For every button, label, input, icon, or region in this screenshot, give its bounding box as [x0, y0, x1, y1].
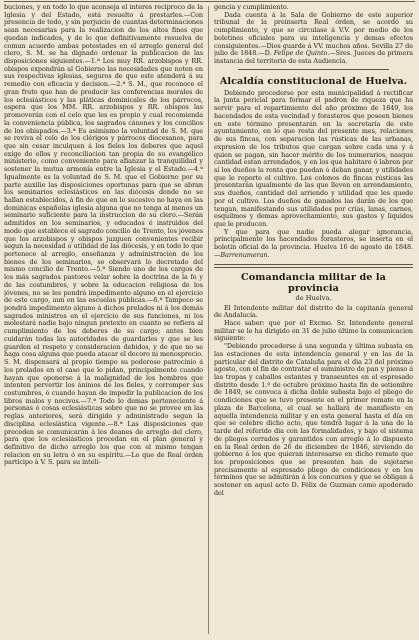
signature-quinto: Felipe de Quinto. — [273, 49, 330, 58]
section-double-rule — [214, 264, 413, 268]
comandancia-paragraph-2: Hace saber: que por el Excmo. Sr. Intendente general militar se le ha dirigido en 31 de julio último la comunicacion siguiente: — [214, 319, 413, 343]
comandancia-paragraph-3: "Debiendo procederse á una segunda y última subasta en las estaciones de esta intendencia general y en las de la particular del distrito de Cataluña para el dia 23 del próximo agosto, con el fin de contratar el suministro de pan y pienso á las tropas y caballos estantes y transeuntes en el espresado distrito desde 1.º de octubre próximo hasta fin de setiembre de 1849, se convoca á dicha doble subasta bajo el pliego de condiciones que se tuvo presente en el primer remate en la plaza de Barcelona, el cual se hallará de manifiesto en aquella intendencia militar y en esta general hasta el día en que se celebre dicho acto, que tendrá lugar á la una de la tarde del referido dia con las formalidades, y bajo el sistema de pliegos cerrados y garantidos con arreglo á lo dispuesto en la Real órden de 26 de diciembre de 1846, sirviendo de gobierno á los que quieran interesarse en dicho remate que los proposiciones que se presenten han de sujetarse precisamente al espresado pliego de condiciones y en los términos que se admitirán á los concursos y que se obligan á sostener en aquel acto D. Félix de Guzman como apoderado del — [214, 342, 413, 497]
alcaldia-paragraph-2-text: Y que para que nadie pueda alegar ignorancia, principalmente los hacendados forasteros, se inserta en el boletin oficial de la provincia. Huelva 16 de agosto de 1848.— — [214, 227, 413, 259]
heading-alcaldia: Alcaldía constitucional de Huelva. — [219, 75, 408, 87]
alcaldia-paragraph-1: Debiendo procederse por esta municipalidad á rectificar la junta pericial para formar el padron de riqueza que ha servir para el repartimiento del año próximo de 1849, los hacendados de esta vecindad y forasteros que poseen bienes en este término presentarán en la secretaría de este ayuntamiento, en lo que resta del presente mes, relaciones de sus fincas, con separacion las rústicas de las urbanas, expresion de los tributos que cargan sobre cada una y á quien se pagan, sin hacer mérito de los numerarios, nasque cantidad estan arrendados, y en los que habitare ó labren por sí los dueños la renta que puedan ó deban ganar, y utilidades que le reporte el cultivo. Los colonos de fincas rústicas las presentarán igualmente de las que lleven en arrendamiento, sus dueños, cantidad del arriendo y utilidad que les quede por el cultivo. Los dueños de ganados las darán de los que tengan, manifestando sus utilidades por crías, lanas, carnes, esquilmos y demas aprovechamiento, sus gastos y liquidos que le producen. — [214, 88, 413, 228]
audiencia-text: Dada cuenta á la Sala de Gobierno de este superior tribunal de la preinserta Real órden, se acordó su cumplimiento, y que se circulase á V.V. por medio de los boletines oficiales para su inteligencia y demas efectos consiguientes.—Dios guarde á VV. muchos años. Sevilla 27 de julio de 1848.—D. — [214, 10, 413, 58]
comandancia-paragraph-1: El Intendente militar del distrito de la capitanía general de Andalucía. — [214, 303, 413, 320]
right-column — [214, 4, 413, 634]
top-rule — [4, 1, 415, 2]
audiencia-paragraph — [214, 12, 413, 66]
alcaldia-paragraph-2 — [214, 229, 413, 260]
intro-text: gencia y cumplimiento. — [214, 4, 289, 11]
heading-comandancia: Comandancia militar de la provincia — [241, 271, 386, 294]
column-divider — [208, 6, 209, 634]
left-column — [4, 4, 203, 634]
signature-barrenumeran: Barrenumeran. — [220, 250, 270, 259]
subheading-comandancia: de Huelva. — [295, 293, 332, 302]
audiencia-tail: —Sres. Jueces de primera instancia del territorio de esta Audiencia. — [214, 49, 413, 66]
left-column-text: buciones, y en todo lo que aconseja el interes recíproco de la Iglesia y del Estado, está resuelto á prestarles.—Con presencia de todo, y sin perjuicio de cuantas determinaciones sean necesarias para la realizacion de los altos fines que quedan indicados, y de lo que definitivamente resuelva de comun acuerdo ambas potestades en el arreglo general del clero, S. M. se ha dignado ordenar la publicacion de las disposiciones siguientes.—1.ª Los muy RR. arzobispos y RR. obispos expondrán al Gobierno las necesidades que noten en sus respectivas iglesias, seguros de que este atenderá á su remedio con eficacia y decision.—2.ª S. M., que reconoce el gran fruto que han de producir las conferencias morales de los eclesiásticos y las pláticas dominicales de los párrocos, espera que los MM. RR. arzobispos y RR. obispos las promoverán con el celo que les es propio y cual recomienda la conveniencia pública, los sagrados cánones y los concilios de los obispados.—3.ª Es asimismo la voluntad de S. M. que se reviva el celo de los clérigos y párrocos diocesanos, para que sin cesar inculquen á los fieles los deberes que aquel exige de ellos y reconciliacion tan propia de su evangélico ministerio, como conveniente para afianzar la tranquilidad y sostener la mutua armonía entre la Iglesia y el Estado.—4.ª Igualmente es la voluntad de S. M. que el Gobierno por su parte auxilie las disposiciones oportunas para que se abran los seminarios eclesiásticos en las diócesis donde no se hallan establecidos, á fin de que en lo sucesivo no haya en las dominicas españolas iglesia alguna que no tenga al menos un seminario suficiente para la instruccion de su clero.—Serán admitidos en los seminarios, y educados é instruidos del modo que establece el sagrado concilio de Trento, los jóvenes que los arzobispos y obispos juzguen convenientes recibir segun la necesidad ó utilidad de las diócesis, y en todo lo que pertenece al arreglo, enseñanza y administracion de los bienes de los seminarios, se observará lo decretado del mismo concilio de Trento.—5.ª Siendo uno de los cargos de los más sagrados pastores velar sobre la doctrina de la fe y de las costumbres, y sobre la educacion religiosa de los jóvenes, no se les pondrá impedimento alguno en el ejercicio de este cargo, aun en las escuelas públicas.—6.ª Tampoco se pondrá impedimento alguno á dichos prelados ni á los demás sagrados ministros en el ejercicio de sus funciones, ni los molestará nadie bajo ningun pretexto en cuanto se refiera al cumplimiento de los deberes de su cargo; antes bien cuidarán todas las autoridades de guardarles y que se les guarden el respeto y consideracion debidos, y de que no se haga cosa alguna que pueda atacar el decoro ni menosprecio. S. M. dispensará al propio tiempo su poderoso patrocinio á los prelados en el caso que lo pidan, principalmente cuando hayan que oponerse á la malignidad de los hombres que intenten pervertir los ánimos de los fieles, y corromper sus costumbres, ó cuando hayan de impedir la publicacion de los libros malos y nocivos.—7.ª Todo lo demas perteneciente á personas ó cosas eclesiásticas sobre que no se provee en las reglas anteriores, será dirigido y administrado segun la disciplina eclesiástica vigente.—8.ª Las disposiciones que preceden se comunicarán á los deanes de arreglo del clero, para que los eclesiásticos procedan en el plan general y definitivo de dicho arreglo los que con el mismo tengan relacion en su letra ó en su espíritu.—Lo que de Real órden participo á V. S. para su inteli- — [4, 4, 203, 467]
section-rule — [238, 69, 389, 70]
